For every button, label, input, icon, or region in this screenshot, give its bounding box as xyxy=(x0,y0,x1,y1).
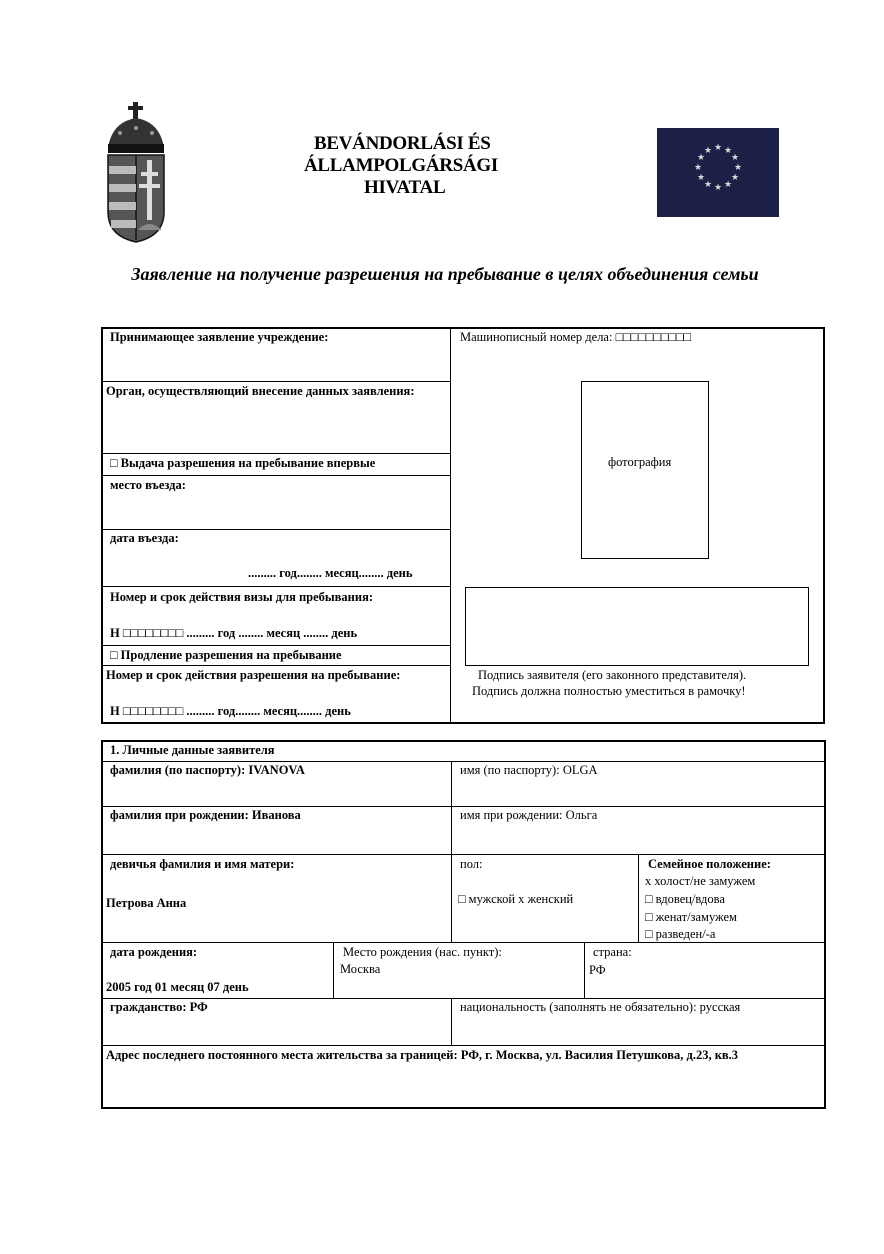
signature-instruction-1: Подпись заявителя (его законного представителя). xyxy=(478,668,747,682)
sex-options[interactable]: □ мужской x женский xyxy=(458,892,574,906)
birthplace-value[interactable]: Москва xyxy=(340,962,381,976)
signature-instruction-2: Подпись должна полностью уместиться в рамочку! xyxy=(472,684,746,698)
svg-text:★: ★ xyxy=(703,180,713,190)
entry-date-label: дата въезда: xyxy=(110,531,179,545)
extension-checkbox[interactable]: □ Продление разрешения на пребывание xyxy=(110,648,342,662)
permit-format: Н □□□□□□□□ ......... год........ месяц........ день xyxy=(110,704,351,718)
form-title: Заявление на получение разрешения на пребывание в целях объединения семьи xyxy=(131,264,759,284)
agency-name-line1: BEVÁNDORLÁSI ÉS xyxy=(314,133,491,154)
svg-text:★: ★ xyxy=(730,153,740,163)
eu-flag-icon xyxy=(657,128,779,217)
photo-label: фотография xyxy=(608,455,672,469)
birth-name-field[interactable]: имя при рождении: Ольга xyxy=(460,808,598,822)
mother-name-label: девичья фамилия и имя матери: xyxy=(110,857,295,871)
svg-text:★: ★ xyxy=(723,146,733,156)
country-label: страна: xyxy=(593,945,632,959)
case-number-field: Машинописный номер дела: □□□□□□□□□□ xyxy=(460,330,692,344)
receiving-institution-label: Принимающее заявление учреждение: xyxy=(110,330,329,344)
birth-surname-field[interactable]: фамилия при рождении: Иванова xyxy=(110,808,301,822)
section-title: 1. Личные данные заявителя xyxy=(110,743,275,757)
visa-label: Номер и срок действия визы для пребывания: xyxy=(110,590,374,604)
nationality-field[interactable]: национальность (заполнять не обязательно): русская xyxy=(460,1000,741,1014)
given-name-field[interactable]: имя (по паспорту): OLGA xyxy=(460,763,598,777)
country-value[interactable]: РФ xyxy=(589,963,606,977)
mother-name-value[interactable]: Петрова Анна xyxy=(106,896,187,910)
entry-place-label: место въезда: xyxy=(110,478,186,492)
signature-box[interactable] xyxy=(465,587,809,666)
address-field[interactable]: Адрес последнего постоянного места жительства за границей: РФ, г. Москва, ул. Василия Петушкова, д.23, кв.3 xyxy=(106,1048,739,1062)
marital-option-married[interactable]: □ женат/замужем xyxy=(645,910,737,924)
marital-option-divorced[interactable]: □ разведен/-а xyxy=(645,927,716,941)
dob-label: дата рождения: xyxy=(110,945,198,959)
sex-label: пол: xyxy=(460,857,483,871)
dob-value[interactable]: 2005 год 01 месяц 07 день xyxy=(106,980,249,994)
svg-text:★: ★ xyxy=(703,146,713,156)
citizenship-field[interactable]: гражданство: РФ xyxy=(110,1000,208,1014)
marital-option-single[interactable]: x холост/не замужем xyxy=(645,874,756,888)
marital-status-label: Семейное положение: xyxy=(648,857,771,871)
permit-label: Номер и срок действия разрешения на пребывание: xyxy=(106,668,401,682)
svg-text:★: ★ xyxy=(713,183,723,193)
svg-text:★: ★ xyxy=(696,153,706,163)
agency-name-line2: ÁLLAMPOLGÁRSÁGI xyxy=(304,155,498,176)
svg-text:★: ★ xyxy=(733,163,743,173)
photo-box xyxy=(581,381,709,559)
birthplace-label: Место рождения (нас. пункт): xyxy=(343,945,502,959)
agency-name xyxy=(300,133,540,199)
svg-text:★: ★ xyxy=(730,173,740,183)
first-issue-checkbox[interactable]: □ Выдача разрешения на пребывание впервые xyxy=(110,456,376,470)
hungarian-coat-of-arms-icon xyxy=(102,100,170,245)
svg-text:★: ★ xyxy=(713,143,723,153)
entry-date-format: ......... год........ месяц........ день xyxy=(248,566,413,580)
svg-text:★: ★ xyxy=(693,163,703,173)
surname-field[interactable]: фамилия (по паспорту): IVANOVA xyxy=(110,763,305,777)
svg-text:★: ★ xyxy=(723,180,733,190)
visa-format: Н □□□□□□□□ ......... год ........ месяц ........ день xyxy=(110,626,358,640)
data-entry-org-label: Орган, осуществляющий внесение данных заявления: xyxy=(106,384,415,398)
agency-name-line3: HIVATAL xyxy=(364,177,446,198)
svg-text:★: ★ xyxy=(696,173,706,183)
marital-option-widowed[interactable]: □ вдовец/вдова xyxy=(645,892,725,906)
